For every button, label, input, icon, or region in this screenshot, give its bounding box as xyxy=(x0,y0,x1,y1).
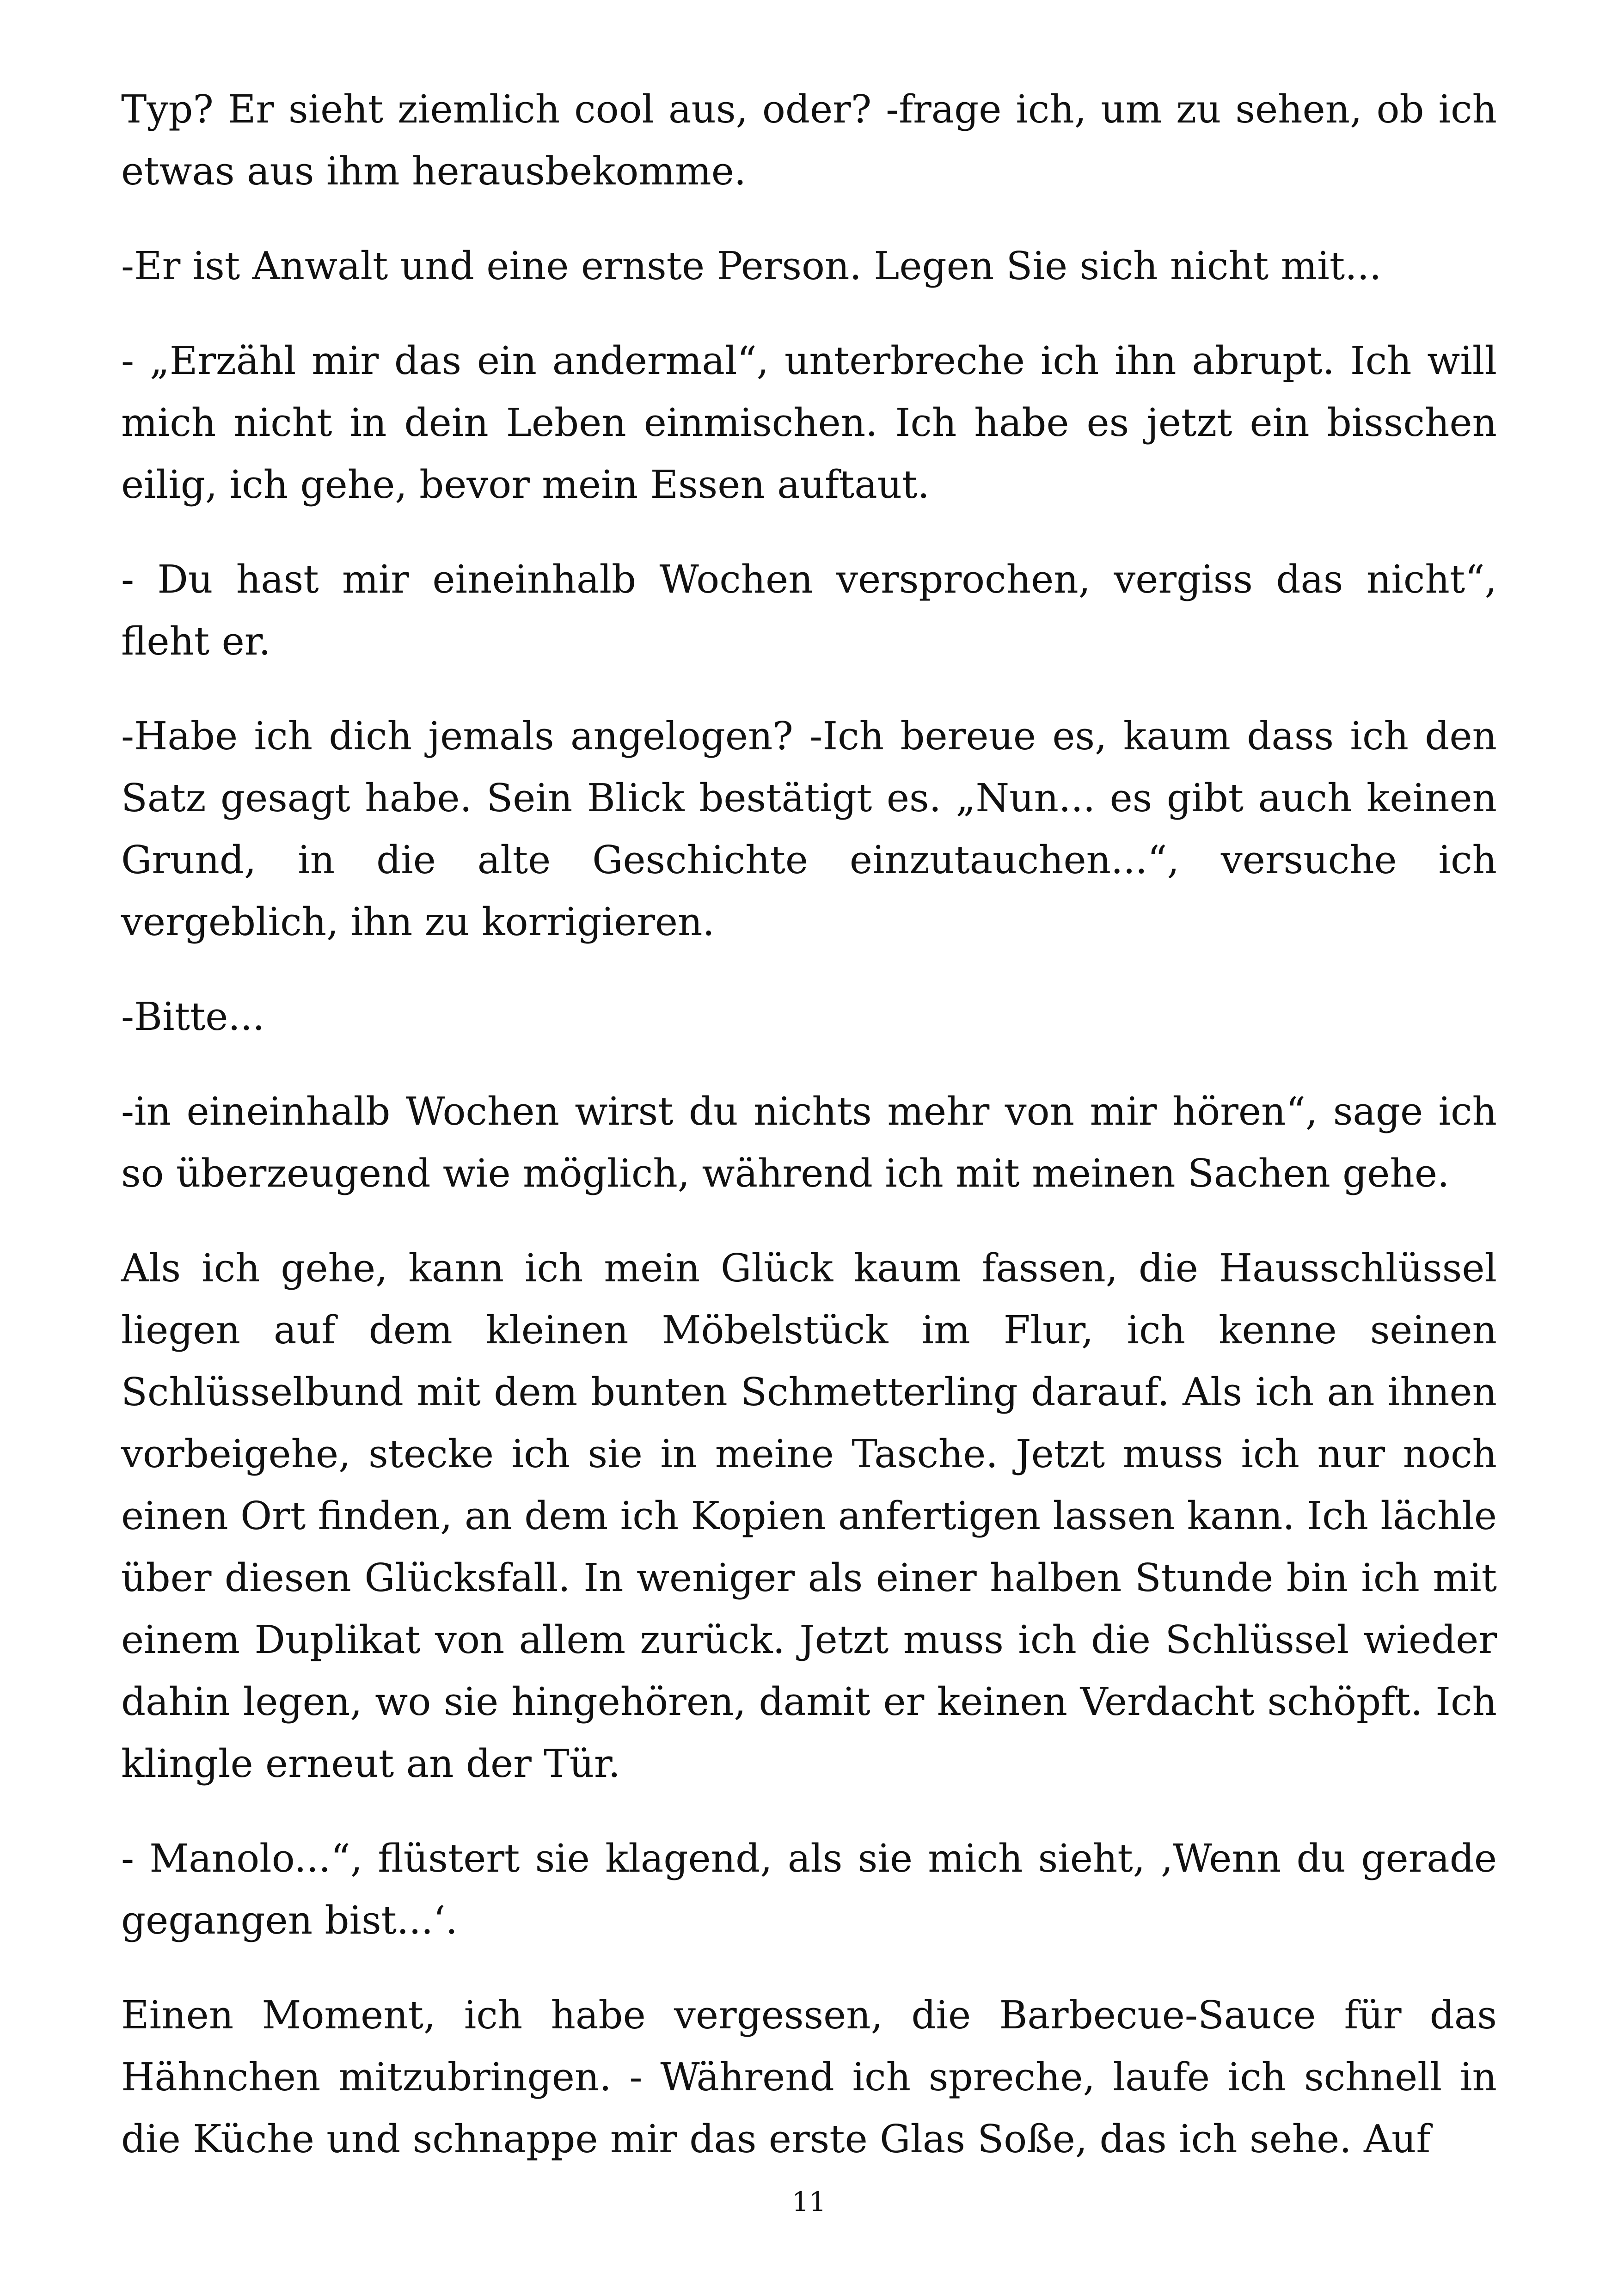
paragraph: Typ? Er sieht ziemlich cool aus, oder? -frage ich, um zu sehen, ob ich etwas aus ihm herausbekomme. xyxy=(121,87,1497,194)
paragraph: - Manolo...“, flüstert sie klagend, als sie mich sieht, ‚Wenn du gerade gegangen bist...‘. xyxy=(121,1836,1497,1943)
paragraph: -in eineinhalb Wochen wirst du nichts mehr von mir hören“, sage ich so überzeugend wie möglich, während ich mit meinen Sachen gehe. xyxy=(121,1089,1497,1196)
page-number: 11 xyxy=(792,2186,826,2217)
paragraph: -Bitte... xyxy=(121,994,265,1039)
page-body xyxy=(121,79,1497,2203)
paragraph: Einen Moment, ich habe vergessen, die Barbecue-Sauce für das Hähnchen mitzubringen. - Während ich spreche, laufe ich schnell in die Küche und schnappe mir das erste Glas Soße, das ich sehe. Auf xyxy=(121,1993,1497,2161)
paragraph: Als ich gehe, kann ich mein Glück kaum fassen, die Hausschlüssel liegen auf dem kleinen Möbelstück im Flur, ich kenne seinen Schlüsselbund mit dem bunten Schmetterling darauf. Als ich an ihnen vorbeigehe, stecke ich sie in meine Tasche. Jetzt muss ich nur noch einen Ort finden, an dem ich Kopien anfertigen lassen kann. Ich lächle über diesen Glücksfall. In weniger als einer halben Stunde bin ich mit einem Duplikat von allem zurück. Jetzt muss ich die Schlüssel wieder dahin legen, wo sie hingehören, damit er keinen Verdacht schöpft. Ich klingle erneut an der Tür. xyxy=(121,1246,1497,1786)
paragraph: - Du hast mir eineinhalb Wochen versprochen, vergiss das nicht“, fleht er. xyxy=(121,557,1497,664)
paragraph: -Er ist Anwalt und eine ernste Person. Legen Sie sich nicht mit... xyxy=(121,244,1382,288)
paragraph: -Habe ich dich jemals angelogen? -Ich bereue es, kaum dass ich den Satz gesagt habe. Sein Blick bestätigt es. „Nun... es gibt auch keinen Grund, in die alte Geschichte einzutauchen...“, versuche ich vergeblich, ihn zu korrigieren. xyxy=(121,714,1497,944)
paragraph: - „Erzähl mir das ein andermal“, unterbreche ich ihn abrupt. Ich will mich nicht in dein Leben einmischen. Ich habe es jetzt ein bisschen eilig, ich gehe, bevor mein Essen auftaut. xyxy=(121,338,1497,507)
